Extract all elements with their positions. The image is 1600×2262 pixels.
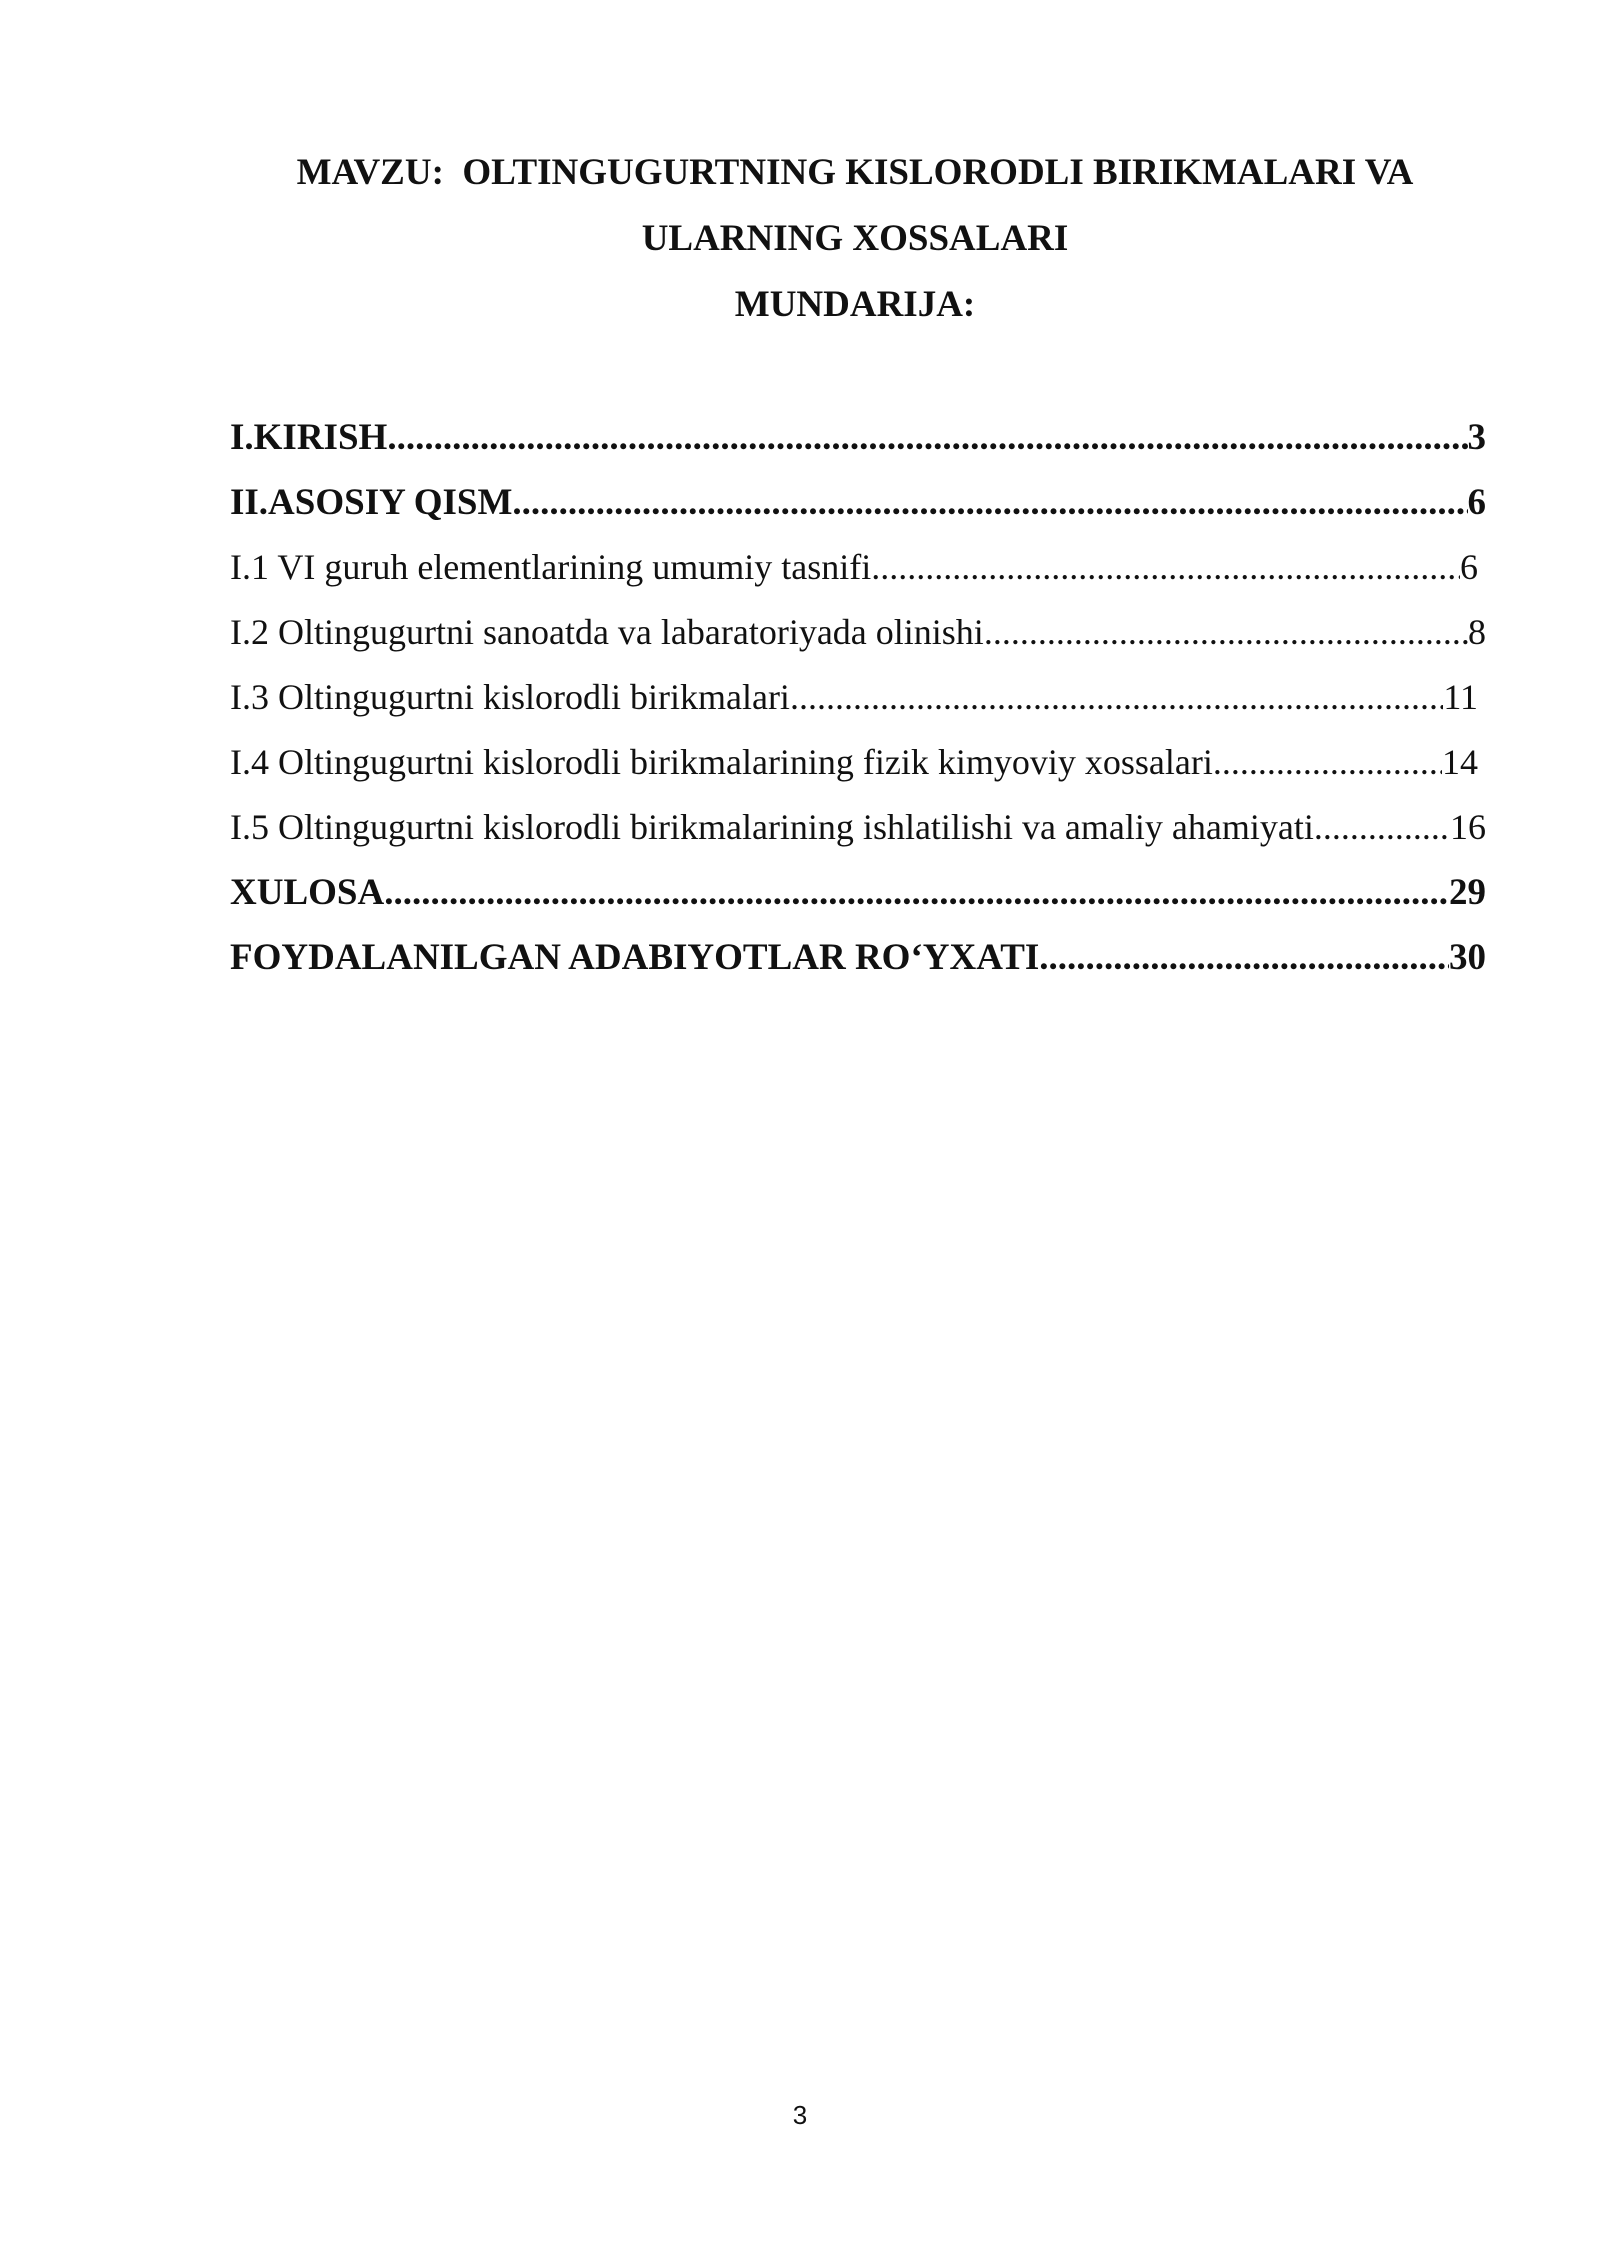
toc-entry-label: II.ASOSIY QISM (230, 482, 513, 523)
toc-entry-label: I.1 VI guruh elementlarining umumiy tasnifi (230, 547, 872, 587)
toc-entry-1-5 (230, 795, 1486, 860)
toc-entry-1-2 (230, 600, 1486, 665)
toc-leader-dots (1314, 795, 1450, 860)
toc-leader-dots (984, 600, 1468, 665)
toc-entry-page: 11 (1443, 677, 1478, 717)
toc-entry-adabiyotlar (230, 925, 1486, 990)
toc-entry-kirish (230, 405, 1486, 470)
toc-leader-dots (512, 470, 1467, 535)
toc-entry-page: 6 (1460, 547, 1478, 587)
topic-title-line-2: ULARNING XOSSALARI (641, 218, 1069, 259)
toc-entry-label: I.2 Oltingugurtni sanoatda va labaratoriyada olinishi (230, 612, 984, 652)
toc-entry-page: 14 (1442, 742, 1478, 782)
toc-entry-label: I.4 Oltingugurtni kislorodli birikmalarining fizik kimyoviy xossalari (230, 742, 1213, 782)
toc-entry-1-1 (230, 535, 1486, 600)
toc-entry-label: XULOSA (230, 872, 385, 913)
toc-entry-xulosa (230, 860, 1486, 925)
toc-entry-page: 16 (1450, 807, 1486, 847)
title-block (230, 140, 1480, 338)
topic-title-line-1: MAVZU: OLTINGUGURTNING KISLORODLI BIRIKMALARI VA (296, 152, 1414, 193)
toc-entry-1-3 (230, 665, 1486, 730)
toc-entry-page: 29 (1449, 872, 1486, 913)
page-number: 3 (792, 2100, 808, 2130)
toc-entry-1-4 (230, 730, 1486, 795)
toc-entry-page: 8 (1468, 612, 1486, 652)
toc-leader-dots (871, 535, 1460, 600)
toc-entry-page: 30 (1449, 937, 1486, 978)
toc-leader-dots (387, 405, 1467, 470)
toc-entry-label: I.KIRISH (230, 417, 388, 458)
toc-entry-page: 3 (1467, 417, 1486, 458)
toc-leader-dots (384, 860, 1449, 925)
contents-heading: MUNDARIJA: (734, 284, 976, 325)
toc-entry-label: I.3 Oltingugurtni kislorodli birikmalari (230, 677, 790, 717)
toc-leader-dots (1213, 730, 1442, 795)
toc-entry-asosiy-qism (230, 470, 1486, 535)
toc-leader-dots (1039, 925, 1449, 990)
toc-leader-dots (790, 665, 1443, 730)
table-of-contents (230, 405, 1486, 990)
toc-entry-label: I.5 Oltingugurtni kislorodli birikmalarining ishlatilishi va amaliy ahamiyati (230, 807, 1314, 847)
toc-entry-label: FOYDALANILGAN ADABIYOTLAR RO‘YXATI (230, 937, 1040, 978)
toc-entry-page: 6 (1467, 482, 1486, 523)
